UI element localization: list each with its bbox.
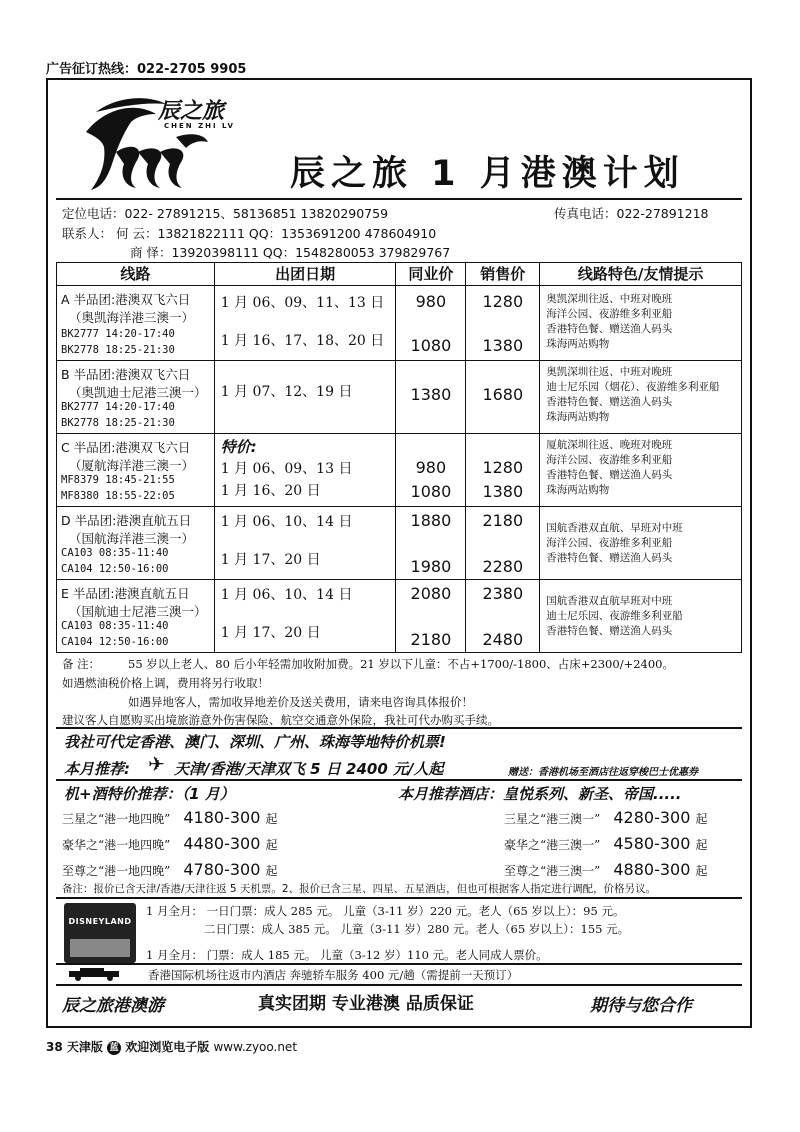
feature: 迪士尼乐园（烟花）、夜游维多利亚船 xyxy=(546,381,720,393)
flight: MF8379 18:45-21:55 xyxy=(61,474,175,486)
ad-hotline: 广告征订热线：022-2705 9905 xyxy=(46,62,247,77)
feature: 海洋公园、夜游维多利亚船 xyxy=(546,454,673,466)
monthly-rec-text: 天津/香港/天津双飞 5 日 2400 元/人起 xyxy=(174,760,444,778)
table-row xyxy=(57,580,742,653)
notes-line: 如遇燃油税价格上调，费用将另行收取！ xyxy=(62,676,269,690)
departure-date: 1 月 07、12、19 日 xyxy=(220,384,353,400)
col-header-date: 出团日期 xyxy=(214,263,396,286)
list-item xyxy=(504,834,744,853)
list-item xyxy=(62,808,382,827)
departure-date: 1 月 16、17、18、20 日 xyxy=(220,333,385,349)
ticket-service: 我社可代定香港、澳门、深圳、广州、珠海等地特价机票! xyxy=(64,733,446,751)
route-sub: （国航迪士尼港三澳一） xyxy=(69,604,207,619)
deal-suffix: 起 xyxy=(265,838,278,852)
feature: 香港特色餐、赠送渔人码头 xyxy=(546,396,673,408)
contact-person-2: 商 怿：13920398111 QQ：1548280053 379829767 xyxy=(130,245,451,260)
sale-price: 1680 xyxy=(482,385,524,404)
sale-price: 1380 xyxy=(482,336,524,355)
disneyland-badge-text: DISNEYLAND xyxy=(68,917,132,926)
deal-name: 三星之“港三澳一” xyxy=(504,812,601,826)
peer-price: 2180 xyxy=(410,630,452,649)
notes-label: 备 注： xyxy=(62,657,101,671)
page-number: 38 xyxy=(46,1040,63,1054)
feature: 珠海两站购物 xyxy=(546,411,610,423)
peer-price: 1380 xyxy=(410,385,452,404)
monthly-rec-label: 本月推荐: xyxy=(64,760,130,778)
sale-price: 2180 xyxy=(482,511,524,530)
table-row xyxy=(57,361,742,434)
park-ticket-line: 二日门票：成人 385 元。 儿童（3-11 岁）280 元。老人（65 岁以上）：155 元。 xyxy=(204,922,630,936)
departure-date: 1 月 06、10、14 日 xyxy=(220,514,353,530)
divider xyxy=(56,897,742,899)
slogan-promise: 真实团期 专业港澳 品质保证 xyxy=(258,994,474,1014)
car-service: 香港国际机场往返市内酒店 奔驰轿车服务 400 元/趟（需提前一天预订） xyxy=(148,968,519,982)
sale-price: 2280 xyxy=(482,557,524,576)
divider xyxy=(56,963,742,965)
departure-date: 1 月 17、20 日 xyxy=(220,625,321,641)
flight: CA103 08:35-11:40 xyxy=(61,547,169,559)
notes-line: 55 岁以上老人、80 后小年轻需加收附加费。21 岁以下儿童：不占+1700/-1800、占床+2300/+2400。 xyxy=(128,657,674,671)
deal-price: 4280-300 xyxy=(613,808,691,827)
deal-name: 豪华之“港三澳一” xyxy=(504,838,601,852)
route-name: A 半品团:港澳双飞六日 xyxy=(61,292,191,307)
table-row xyxy=(57,507,742,580)
divider xyxy=(56,984,742,986)
departure-date: 1 月 06、10、14 日 xyxy=(220,587,353,603)
deal-price: 4180-300 xyxy=(183,808,261,827)
flight: CA103 08:35-11:40 xyxy=(61,620,169,632)
feature: 海洋公园、夜游维多利亚船 xyxy=(546,308,673,320)
sale-price: 1380 xyxy=(482,482,524,501)
park-ticket-line: 1 月全月： 门票：成人 185 元。 儿童（3-12 岁）110 元。老人同成人票价。 xyxy=(146,948,548,962)
page-title: 辰之旅 1 月港澳计划 xyxy=(290,154,685,194)
divider xyxy=(56,198,742,200)
table-header-row xyxy=(57,263,742,286)
deal-suffix: 起 xyxy=(695,838,708,852)
deal-suffix: 起 xyxy=(265,812,278,826)
departure-date: 1 月 06、09、13 日 xyxy=(220,461,353,477)
slogan-brand: 辰之旅港澳游 xyxy=(62,996,164,1016)
special-price-label: 特价: xyxy=(220,438,257,456)
edition: 天津版 xyxy=(66,1040,103,1054)
limousine-icon xyxy=(68,966,120,980)
col-header-features: 线路特色/友情提示 xyxy=(540,263,742,286)
deal-name: 三星之“港一地四晚” xyxy=(62,812,171,826)
feature: 奥凯深圳往返、中班对晚班 xyxy=(546,293,673,305)
hotel-deal-title: 机+酒特价推荐：（1 月） xyxy=(64,785,235,803)
peer-price: 2080 xyxy=(410,584,452,603)
deal-name: 至尊之“港一地四晚” xyxy=(62,864,171,878)
peer-price: 980 xyxy=(415,458,447,477)
table-row xyxy=(57,434,742,507)
flight: BK2778 18:25-21:30 xyxy=(61,344,175,356)
deal-suffix: 起 xyxy=(695,864,708,878)
page-footer xyxy=(46,1038,297,1055)
peer-price: 980 xyxy=(415,292,447,311)
peer-price: 1980 xyxy=(410,557,452,576)
table-row xyxy=(57,286,742,361)
list-item xyxy=(504,860,744,879)
feature: 香港特色餐、赠送渔人码头 xyxy=(546,552,673,564)
flight: MF8380 18:55-22:05 xyxy=(61,490,175,502)
deal-name: 豪华之“港一地四晚” xyxy=(62,838,171,852)
sale-price: 1280 xyxy=(482,458,524,477)
deal-price: 4880-300 xyxy=(613,860,691,879)
routes-table xyxy=(56,262,742,653)
feature: 香港特色餐、赠送渔人码头 xyxy=(546,469,673,481)
peer-price: 1080 xyxy=(410,482,452,501)
route-name: E 半品团:港澳直航五日 xyxy=(61,586,190,601)
divider xyxy=(56,779,742,781)
sale-price: 1280 xyxy=(482,292,524,311)
flight: CA104 12:50-16:00 xyxy=(61,563,169,575)
hotel-note: 备注：报价已含天津/香港/天津往返 5 天机票。2、报价已含三星、四星、五星酒店，但也可根据客人指定进行调配，价格另议。 xyxy=(62,883,657,895)
route-sub: （奥凯迪士尼港三澳一） xyxy=(69,385,207,400)
route-sub: （国航海洋港三澳一） xyxy=(69,531,195,546)
contact-person-1: 联系人： 何 云：13821822111 QQ：1353691200 478604910 xyxy=(62,226,437,241)
flight: BK2777 14:20-17:40 xyxy=(61,328,175,340)
route-sub: （厦航海洋港三澳一） xyxy=(69,458,195,473)
slogan-closing: 期待与您合作 xyxy=(590,996,692,1016)
feature: 迪士尼乐园、夜游维多利亚船 xyxy=(546,610,683,622)
feature: 珠海两站购物 xyxy=(546,338,610,350)
contact-phone: 定位电话：022- 27891215、58136851 13820290759 xyxy=(62,206,389,221)
departure-date: 1 月 06、09、11、13 日 xyxy=(220,295,385,311)
list-item xyxy=(504,808,744,827)
feature: 香港特色餐、赠送渔人码头 xyxy=(546,625,673,637)
contact-fax: 传真电话：022-27891218 xyxy=(554,206,709,221)
deal-suffix: 起 xyxy=(265,864,278,878)
airplane-icon: ✈ xyxy=(148,752,165,776)
sale-price: 2380 xyxy=(482,584,524,603)
deal-price: 4480-300 xyxy=(183,834,261,853)
notes-line: 建议客人自愿购买出境旅游意外伤害保险、航空交通意外保险，我社可代办购买手续。 xyxy=(62,713,499,727)
badge-icon: 蓝 xyxy=(107,1041,121,1055)
feature: 国航香港双直航早班对中班 xyxy=(546,595,673,607)
route-name: D 半品团:港澳直航五日 xyxy=(61,513,192,528)
deal-price: 4580-300 xyxy=(613,834,691,853)
logo xyxy=(76,92,266,202)
feature: 香港特色餐、赠送渔人码头 xyxy=(546,323,673,335)
divider xyxy=(56,727,742,729)
hotel-recommend: 本月推荐酒店：皇悦系列、新圣、帝国..... xyxy=(398,785,682,803)
col-header-peer-price: 同业价 xyxy=(396,263,466,286)
peer-price: 1880 xyxy=(410,511,452,530)
flight: CA104 12:50-16:00 xyxy=(61,636,169,648)
deal-name: 至尊之“港三澳一” xyxy=(504,864,601,878)
deal-suffix: 起 xyxy=(695,812,708,826)
deal-price: 4780-300 xyxy=(183,860,261,879)
notes-line: 如遇异地客人，需加收异地差价及送关费用，请来电咨询具体报价！ xyxy=(128,695,473,709)
park-ticket-line: 1 月全月： 一日门票：成人 285 元。 儿童（3-11 岁）220 元。老人（65 岁以上）：95 元。 xyxy=(146,904,625,918)
col-header-route: 线路 xyxy=(57,263,215,286)
flight: BK2777 14:20-17:40 xyxy=(61,401,175,413)
disneyland-badge-icon xyxy=(64,903,136,963)
feature: 奥凯深圳往返、中班对晚班 xyxy=(546,366,673,378)
departure-date: 1 月 16、20 日 xyxy=(220,483,321,499)
route-name: B 半品团:港澳双飞六日 xyxy=(61,367,191,382)
footer-text: 欢迎浏览电子版 xyxy=(125,1040,210,1054)
feature: 国航香港双直航、早班对中班 xyxy=(546,522,683,534)
peer-price: 1080 xyxy=(410,336,452,355)
col-header-sale-price: 销售价 xyxy=(466,263,540,286)
list-item xyxy=(62,860,382,879)
sale-price: 2480 xyxy=(482,630,524,649)
list-item xyxy=(62,834,382,853)
route-name: C 半品团:港澳双飞六日 xyxy=(61,440,191,455)
route-sub: （奥凯海洋港三澳一） xyxy=(69,310,195,325)
logo-text: 辰之旅 xyxy=(158,99,225,124)
feature: 珠海两站购物 xyxy=(546,484,610,496)
flight: BK2778 18:25-21:30 xyxy=(61,417,175,429)
feature: 厦航深圳往返、晚班对晚班 xyxy=(546,439,673,451)
footer-url[interactable]: www.zyoo.net xyxy=(213,1040,298,1054)
feature: 海洋公园、夜游维多利亚船 xyxy=(546,537,673,549)
bonus-text: 赠送：香港机场至酒店往返穿梭巴士优惠券 xyxy=(508,767,698,778)
logo-subtext: CHEN ZHI LV xyxy=(164,122,235,130)
departure-date: 1 月 17、20 日 xyxy=(220,552,321,568)
